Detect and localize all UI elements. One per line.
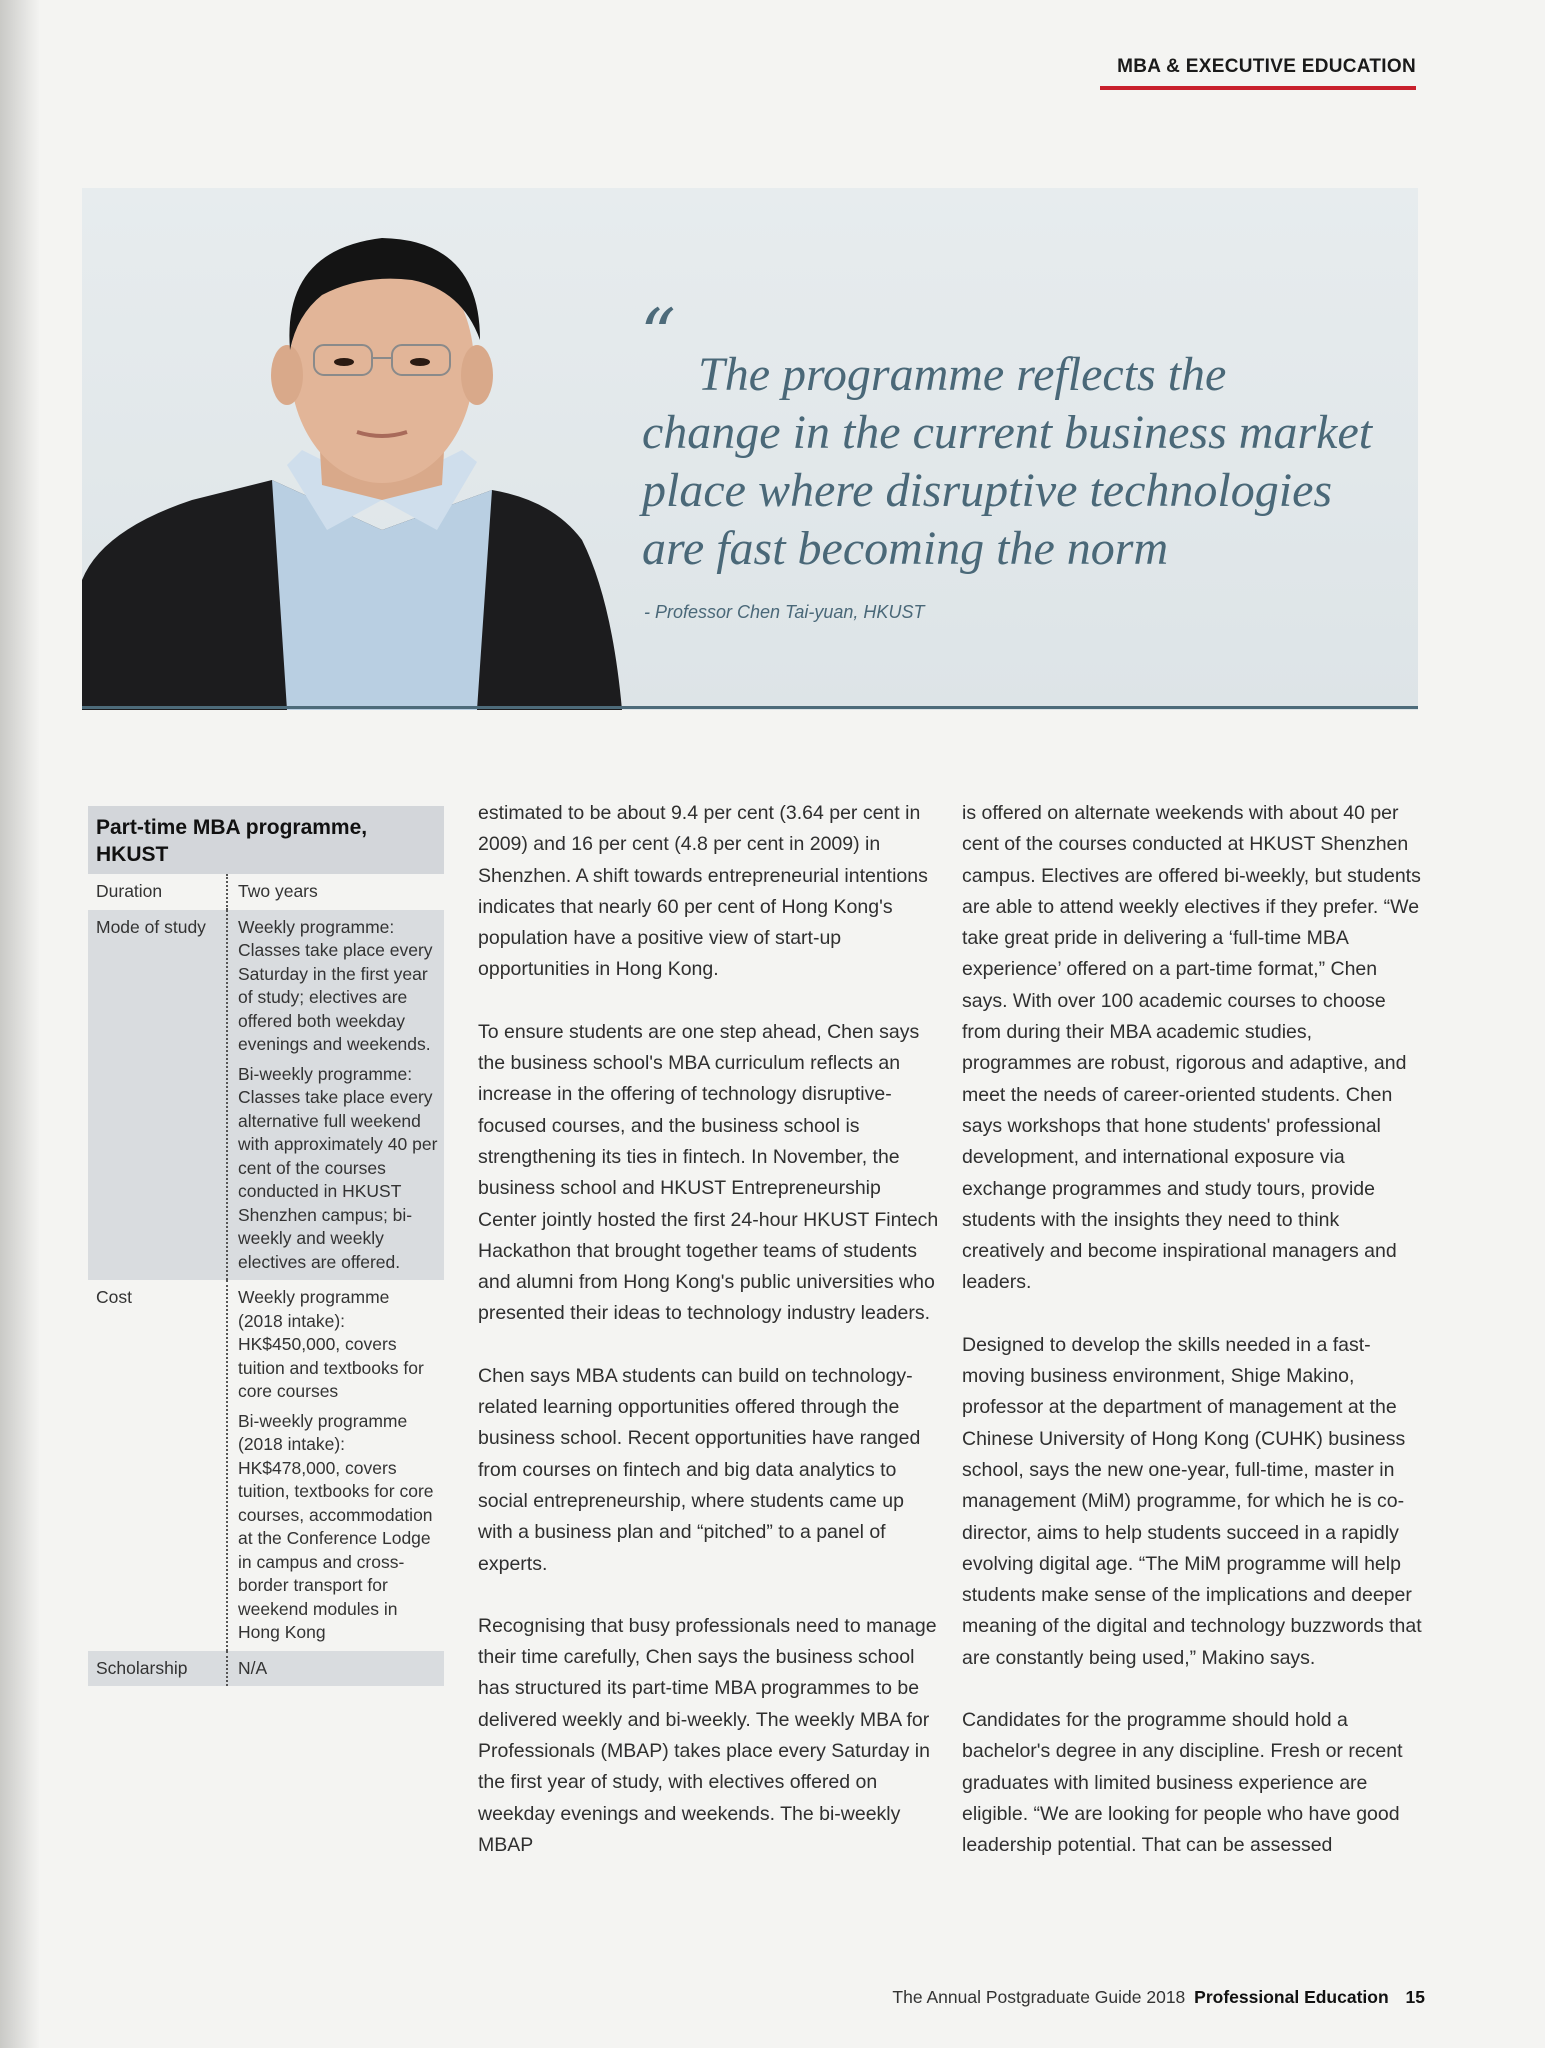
page-number: 15	[1405, 1987, 1425, 2007]
pull-quote-line: place where disruptive technologies	[642, 464, 1333, 517]
programme-info-table	[88, 806, 444, 1686]
info-value	[226, 1651, 444, 1687]
portrait-eye-left	[334, 358, 354, 366]
info-value-text: Bi-weekly programme: Classes take place every alternative full weekend with approximately 40 per cent of the courses conducted in HKUST Shenzhen campus; bi-weekly and weekly electives are offered.	[238, 1063, 438, 1272]
quote-attribution: - Professor Chen Tai-yuan, HKUST	[644, 602, 925, 622]
info-label: Scholarship	[96, 1657, 188, 1678]
pull-quote-line: are fast becoming the norm	[642, 522, 1169, 575]
info-value-text: Bi-weekly programme (2018 intake): HK$478,000, covers tuition, textbooks for core courses, accommodation at the Conference Lodge in campus and cross-border transport for weekend modules in Hong Kong	[238, 1410, 434, 1642]
article-paragraph: Designed to develop the skills needed in a fast-moving business environment, Shige Makino, professor at the department of management at the Chinese University of Hong Kong (CUHK) business school, says the new one-year, full-time, master in management (MiM) programme, for which he is co-director, aims to help students succeed in a rapidly evolving digital age. “The MiM programme will help students make sense of the implications and deeper meaning of the digital and technology buzzwords that are constantly being used,” Makino says.	[962, 1333, 1422, 1669]
info-row-cost	[88, 1280, 444, 1651]
article-paragraph: is offered on alternate weekends with about 40 per cent of the courses conducted at HKUST Shenzhen campus. Electives are offered bi-weekly, but students are able to attend weekly electives if they prefer. “We take great pride in delivering a ‘full-time MBA experience’ offered on a part-time format,” Chen says. With over 100 academic courses to choose from during their MBA academic studies, programmes are robust, rigorous and adaptive, and meet the needs of career-oriented students. Chen says workshops that hone students' professional development, and international exposure via exchange programmes and study tours, provide students with the insights they need to think creatively and become inspirational managers and leaders.	[962, 802, 1421, 1294]
info-label: Mode of study	[96, 916, 206, 937]
info-value-text: Weekly programme: Classes take place every Saturday in the first year of study; electives are offered both weekday evenings and weekends.	[238, 916, 433, 1054]
info-value	[226, 1280, 444, 1651]
info-table-title: Part-time MBA programme, HKUST	[88, 806, 444, 874]
article-paragraph: Chen says MBA students can build on technology-related learning opportunities offered through the business school. Recent opportunities have ranged from courses on fintech and big data analytics to social entrepreneurship, where students came up with a business plan and “pitched” to a panel of experts.	[478, 1364, 921, 1575]
quote-mark: “	[640, 294, 676, 376]
article-paragraph: To ensure students are one step ahead, Chen says the business school's MBA curriculum reflects an increase in the offering of technology disruptive-focused courses, and the business school is strengthening its ties in fintech. In November, the business school and HKUST Entrepreneurship Center jointly hosted the first 24-hour HKUST Fintech Hackathon that brought together teams of students and alumni from Hong Kong's public universities who presented their ideas to technology industry leaders.	[478, 1020, 939, 1325]
portrait-photo	[82, 200, 642, 710]
info-row-mode-of-study	[88, 910, 444, 1281]
pull-quote-line: change in the current business market	[642, 406, 1373, 459]
article-paragraph: Candidates for the programme should hold a bachelor's degree in any discipline. Fresh or recent graduates with limited business experience are eligible. “We are looking for people who have good leadership potential. That can be assessed	[962, 1709, 1403, 1857]
info-label: Duration	[96, 881, 163, 901]
article-paragraph: estimated to be about 9.4 per cent (3.64 per cent in 2009) and 16 per cent (4.8 per cent in 2009) in Shenzhen. A shift towards entrepreneurial intentions indicates that nearly 60 per cent of Hong Kong's population have a positive view of start-up opportunities in Hong Kong.	[478, 802, 928, 981]
hero-divider	[82, 706, 1418, 709]
pull-quote	[642, 346, 1373, 578]
portrait-eye-right	[410, 358, 430, 366]
portrait-ear-left	[271, 345, 303, 405]
info-row-duration	[88, 874, 444, 910]
article-paragraph: Recognising that busy professionals need to manage their time carefully, Chen says the business school has structured its part-time MBA programmes to be delivered weekly and bi-weekly. The weekly MBA for Professionals (MBAP) takes place every Saturday in the first year of study, with electives offered on weekday evenings and weekends. The bi-weekly MBAP	[478, 1614, 937, 1856]
article-column-2	[962, 798, 1424, 1893]
article-column-1	[478, 798, 940, 1892]
portrait-ear-right	[461, 345, 493, 405]
info-value-text: Weekly programme (2018 intake): HK$450,000, covers tuition and textbooks for core courses	[238, 1287, 424, 1401]
info-label: Cost	[96, 1287, 132, 1307]
portrait-shirt	[272, 480, 492, 710]
pull-quote-line: The programme reflects the	[698, 348, 1227, 401]
footer-guide-title: The Annual Postgraduate Guide 2018	[892, 1987, 1186, 2007]
footer-brand: Professional Education	[1194, 1987, 1389, 2007]
section-header-rule	[1100, 86, 1416, 90]
section-header: MBA & EXECUTIVE EDUCATION	[1117, 56, 1416, 77]
page-gutter-shadow	[0, 0, 40, 2048]
info-row-scholarship	[88, 1651, 444, 1687]
info-value-text: Two years	[238, 881, 318, 901]
info-value	[226, 874, 444, 910]
info-value-text: N/A	[238, 1657, 268, 1678]
info-value	[226, 910, 444, 1281]
page-footer	[820, 1987, 1425, 2008]
